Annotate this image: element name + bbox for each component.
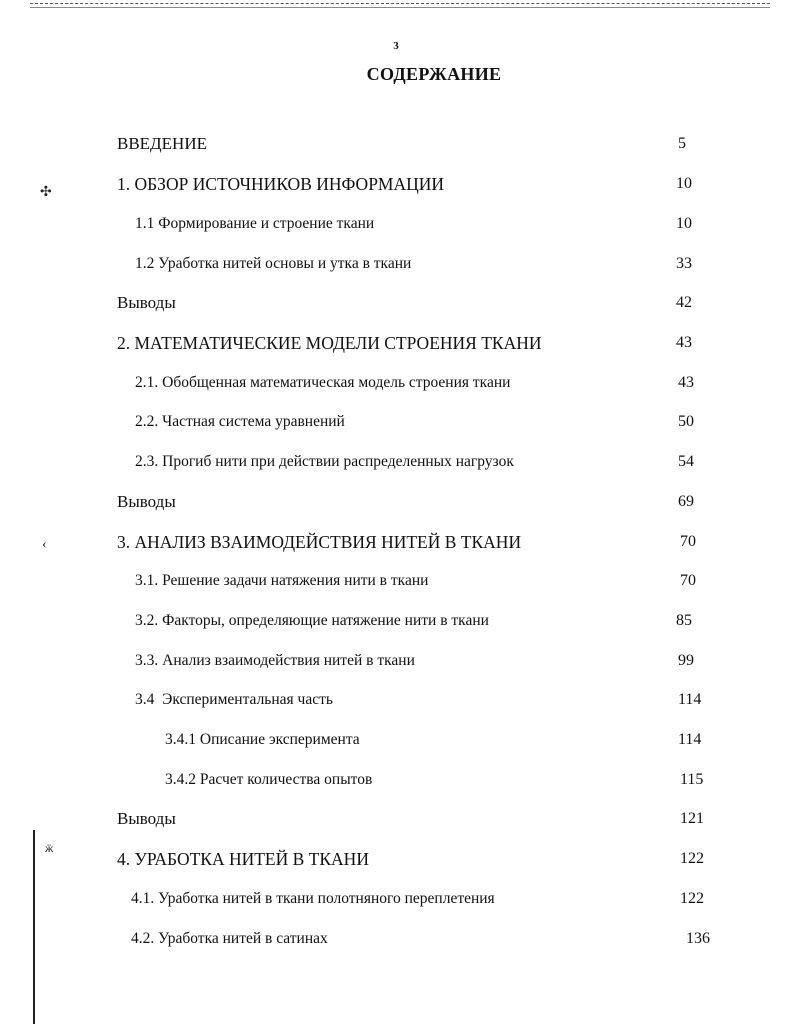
page-number: 3 — [393, 40, 399, 52]
toc-entry-label: Выводы — [117, 809, 176, 828]
scan-edge-line — [30, 7, 770, 8]
margin-mark-icon: ӝ — [45, 841, 54, 855]
scan-binding-edge — [33, 830, 35, 1024]
toc-entry-label: 2.3. Прогиб нити при действии распределенных нагрузок — [135, 453, 514, 470]
toc-entry-page: 50 — [678, 413, 694, 430]
toc-entry-label: 3.4.2 Расчет количества опытов — [165, 771, 373, 788]
toc-entry-label: 2.1. Обобщенная математическая модель строения ткани — [135, 374, 511, 391]
toc-entry-label: 4.2. Уработка нитей в сатинах — [131, 930, 328, 947]
toc-entry-page: 43 — [678, 374, 694, 391]
toc-entry-label: 1.1 Формирование и строение ткани — [135, 215, 375, 232]
toc-entry-label: 3.4.1 Описание эксперимента — [165, 731, 360, 748]
toc-entry-page: 121 — [680, 810, 704, 827]
toc-entry-page: 114 — [678, 731, 702, 748]
toc-entry-label: Выводы — [117, 293, 176, 312]
toc-entry-page: 122 — [680, 850, 704, 867]
toc-entry-page: 85 — [676, 612, 692, 629]
toc-entry-page: 10 — [676, 175, 692, 192]
toc-entry-label: 1.2 Уработка нитей основы и утка в ткани — [135, 255, 412, 272]
toc-entry-label: 4. УРАБОТКА НИТЕЙ В ТКАНИ — [117, 849, 369, 869]
toc-entry-page: 54 — [678, 453, 694, 470]
toc-entry-label: 4.1. Уработка нитей в ткани полотняного переплетения — [131, 890, 495, 907]
toc-entry-page: 43 — [676, 334, 692, 351]
toc-entry-page: 42 — [676, 294, 692, 311]
toc-entry-label: 3.2. Факторы, определяющие натяжение нити в ткани — [135, 612, 489, 629]
toc-entry-page: 115 — [680, 771, 704, 788]
toc-entry-page: 5 — [678, 135, 686, 152]
toc-entry-label: 3. АНАЛИЗ ВЗАИМОДЕЙСТВИЯ НИТЕЙ В ТКАНИ — [117, 532, 522, 552]
toc-entry-page: 33 — [676, 255, 692, 272]
toc-entry-label: 3.3. Анализ взаимодействия нитей в ткани — [135, 652, 415, 669]
toc-entry-page: 136 — [686, 930, 710, 947]
toc-entry-label: Выводы — [117, 492, 176, 511]
margin-mark-icon: ‹ — [42, 537, 47, 552]
toc-entry-label: 3.1. Решение задачи натяжения нити в ткани — [135, 572, 429, 589]
toc-entry-page: 70 — [680, 533, 696, 550]
toc-entry-page: 114 — [678, 691, 702, 708]
toc-entry-page: 69 — [678, 493, 694, 510]
toc-entry-label: 2. МАТЕМАТИЧЕСКИЕ МОДЕЛИ СТРОЕНИЯ ТКАНИ — [117, 333, 542, 353]
toc-entry-page: 99 — [678, 652, 694, 669]
page-title: СОДЕРЖАНИЕ — [366, 64, 502, 84]
toc-entry-label: 2.2. Частная система уравнений — [135, 413, 345, 430]
margin-mark-icon: ✣ — [40, 185, 52, 200]
toc-entry-label: 3.4 Экспериментальная часть — [135, 691, 333, 708]
scan-edge-line — [30, 3, 770, 4]
toc-entry-page: 70 — [680, 572, 696, 589]
toc-entry-page: 10 — [676, 215, 692, 232]
toc-entry-page: 122 — [680, 890, 704, 907]
toc-entry-label: ВВЕДЕНИЕ — [117, 134, 207, 153]
toc-entry-label: 1. ОБЗОР ИСТОЧНИКОВ ИНФОРМАЦИИ — [117, 174, 445, 194]
